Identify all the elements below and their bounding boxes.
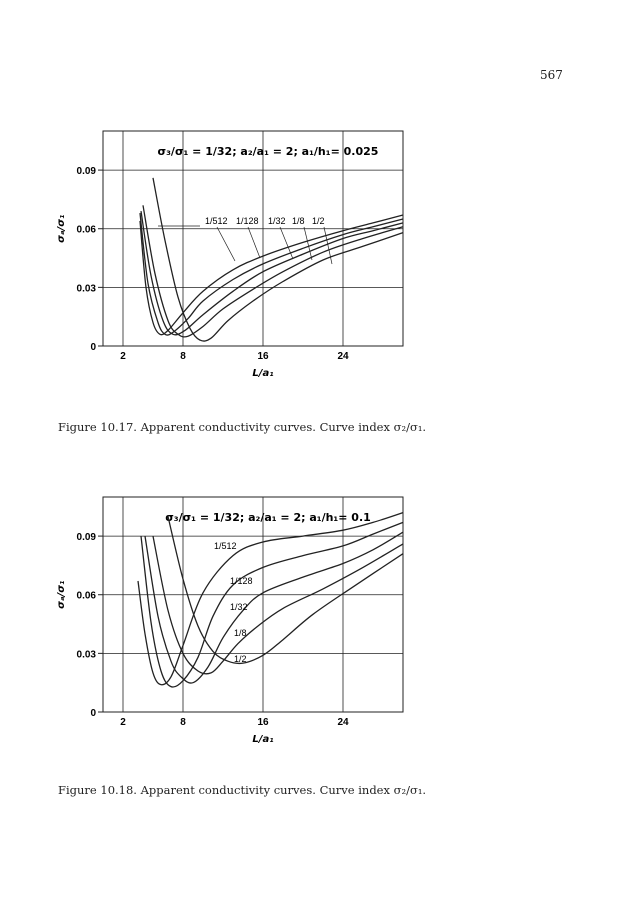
y-axis-label: σₐ/σ₁ xyxy=(56,214,67,243)
y-tick-label: 0.03 xyxy=(76,283,96,295)
y-tick-label: 0.09 xyxy=(76,532,96,544)
curve-label: 1/128 xyxy=(236,216,259,226)
y-axis-label: σₐ/σ₁ xyxy=(56,580,67,609)
x-tick-label: 16 xyxy=(257,351,269,362)
x-axis-label: L/a₁ xyxy=(252,368,274,379)
chart-title: σ₃/σ₁ = 1/32; a₂/a₁ = 2; a₁/h₁= 0.1 xyxy=(165,511,371,524)
y-tick-label: 0.06 xyxy=(76,224,96,236)
page-number: 567 xyxy=(540,68,563,82)
plot-frame xyxy=(103,497,403,712)
x-tick-label: 8 xyxy=(180,717,186,728)
curve-label: 1/32 xyxy=(268,216,286,226)
chart-title: σ₃/σ₁ = 1/32; a₂/a₁ = 2; a₁/h₁= 0.025 xyxy=(157,145,379,158)
y-tick-label: 0.09 xyxy=(76,166,96,178)
series-line-1-32 xyxy=(145,532,403,683)
figure-caption: Figure 10.18. Apparent conductivity curves. Curve index σ₂/σ₁. xyxy=(58,783,427,797)
x-tick-label: 24 xyxy=(337,717,349,728)
curve-label: 1/8 xyxy=(234,628,247,638)
figure-caption: Figure 10.17. Apparent conductivity curves. Curve index σ₂/σ₁. xyxy=(58,420,427,434)
y-tick-label: 0.03 xyxy=(76,649,96,661)
x-tick-label: 24 xyxy=(337,351,349,362)
series-line-1-128 xyxy=(141,522,403,687)
curve-label: 1/2 xyxy=(234,654,247,664)
curve-label: 1/512 xyxy=(205,216,228,226)
figure-10-17 xyxy=(50,126,430,386)
x-axis-label: L/a₁ xyxy=(252,734,274,745)
label-leader-line xyxy=(248,227,260,258)
y-tick-label: 0 xyxy=(90,342,96,353)
y-tick-label: 0.06 xyxy=(76,590,96,602)
curve-label: 1/512 xyxy=(214,541,237,551)
curve-label: 1/2 xyxy=(312,216,325,226)
conductivity-chart xyxy=(50,492,430,754)
x-tick-label: 2 xyxy=(120,351,126,362)
x-tick-label: 8 xyxy=(180,351,186,362)
curve-label: 1/8 xyxy=(292,216,305,226)
curve-label: 1/128 xyxy=(230,576,253,586)
label-leader-line xyxy=(304,227,312,260)
figure-10-18 xyxy=(50,492,430,754)
label-leader-line xyxy=(217,227,235,261)
x-tick-label: 16 xyxy=(257,717,269,728)
conductivity-chart xyxy=(50,126,430,386)
curve-label: 1/32 xyxy=(230,602,248,612)
y-tick-label: 0 xyxy=(90,708,96,719)
x-tick-label: 2 xyxy=(120,717,126,728)
